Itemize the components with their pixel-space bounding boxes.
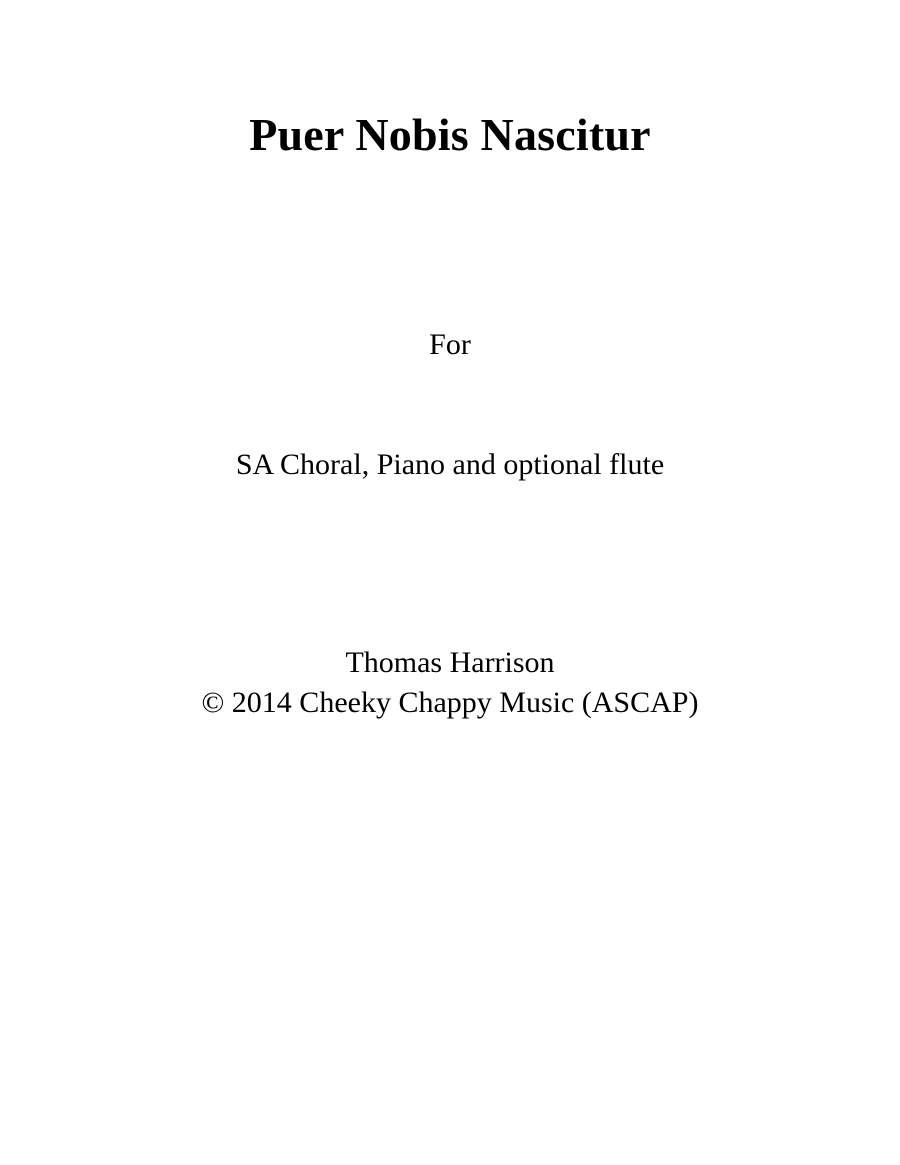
instrumentation-text: SA Choral, Piano and optional flute bbox=[235, 448, 665, 481]
copyright-notice: © 2014 Cheeky Chappy Music (ASCAP) bbox=[201, 686, 699, 719]
for-label: For bbox=[429, 328, 471, 361]
composer-name: Thomas Harrison bbox=[345, 646, 555, 679]
page-title: Puer Nobis Nascitur bbox=[249, 109, 651, 160]
